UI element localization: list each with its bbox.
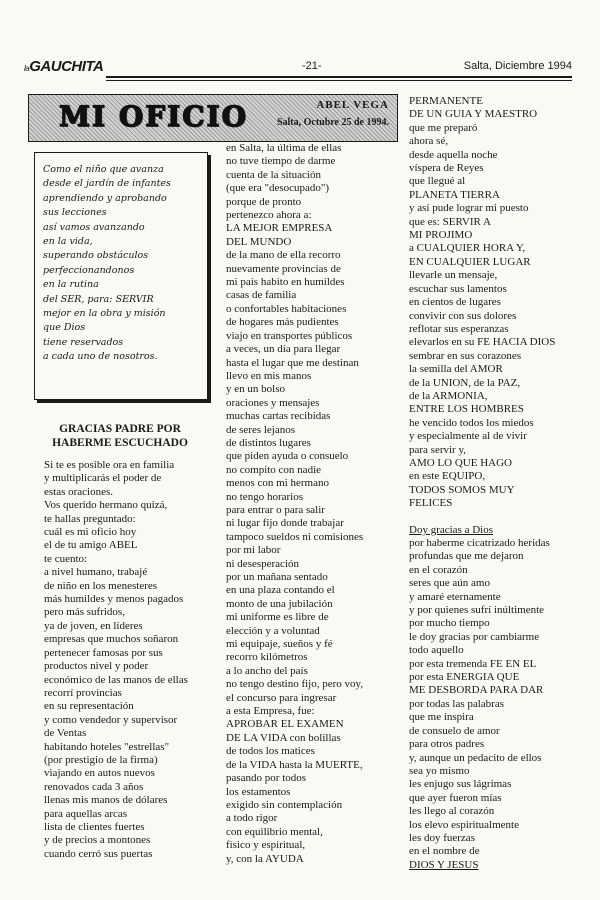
text-line: recorro kilómetros (226, 651, 308, 664)
issue-date: Salta, Diciembre 1994 (463, 60, 572, 72)
text-line: de Ventas (44, 727, 87, 740)
text-line: de todos los matices (226, 745, 315, 758)
text-line: pero más sufridos, (44, 606, 125, 619)
poem-line: a cada uno de nosotros. (43, 351, 158, 363)
text-line: el concurso para ingresar (226, 691, 337, 704)
text-line: por esta tremenda FE EN EL (409, 657, 537, 670)
text-line: de la VIDA hasta la MUERTE, (226, 758, 363, 771)
text-line: les doy fuerzas (409, 831, 475, 844)
logo-prefix: la (24, 64, 30, 73)
text-line: ni desesperación (226, 557, 299, 570)
text-column-2 (226, 142, 363, 866)
text-column-3 (409, 95, 555, 872)
text-line: sembrar en sus corazones (409, 349, 522, 362)
text-line: víspera de Reyes (409, 162, 484, 175)
text-line: mi equipaje, sueños y fé (226, 638, 333, 651)
masthead-rule-thin (106, 80, 572, 81)
text-line: en Salta, la última de ellas (226, 142, 342, 154)
poem-line: desde el jardín de infantes (43, 178, 171, 190)
text-column-3-part-b (409, 537, 555, 859)
text-line: tampoco sueldos ni comisiones (226, 530, 364, 543)
masthead (24, 58, 572, 86)
section-heading (32, 422, 208, 450)
text-line: para servir y, (409, 443, 467, 456)
text-line: mi uniforme es libre de (226, 611, 329, 624)
text-line: para otros padres (409, 738, 485, 751)
text-line: recorrí provincias (44, 686, 122, 699)
text-line: ENTRE LOS HOMBRES (409, 403, 524, 416)
article-title: MI OFICIO (59, 100, 248, 133)
text-line: productos nivel y poder (44, 660, 149, 673)
text-line: a esta Empresa, fue: (226, 705, 315, 718)
text-line: porque de pronto (226, 195, 302, 208)
text-line: cuenta de la situación (226, 168, 321, 181)
text-line: por un mañana sentado (226, 571, 328, 583)
text-line: Si te es posible ora en familia (44, 459, 175, 471)
poem-line: del SER, para: SERVIR (43, 293, 154, 305)
text-line: te hallas preguntado: (44, 512, 136, 525)
poem-lines (43, 163, 171, 365)
text-line: por esta ENERGIA QUE (409, 671, 520, 684)
text-line: para entrar o para salir (226, 503, 325, 516)
text-line: llenas mis manos de dólares (44, 794, 168, 807)
text-line: que me preparó (409, 121, 478, 134)
text-line: de la UNION, de la PAZ, (409, 376, 521, 389)
text-line: mi país habito en humildes (226, 276, 345, 289)
text-line: llevo en mis manos (226, 369, 312, 382)
text-line: estas oraciones. (44, 485, 114, 498)
text-line: cuando cerró sus puertas (44, 847, 153, 860)
text-line: de distintos lugares (226, 436, 311, 449)
text-line: que piden ayuda o consuelo (226, 450, 349, 463)
text-line: físico y espiritual, (226, 839, 306, 852)
text-line: no tengo destino fijo, pero voy, (226, 678, 364, 691)
section-heading-line: GRACIAS PADRE POR (59, 423, 181, 435)
text-line: no tuve tiempo de darme (226, 155, 336, 168)
text-line: y, con la AYUDA (226, 852, 304, 865)
text-line: AMO LO QUE HAGO (409, 456, 512, 469)
text-line: y en un bolso (226, 383, 285, 396)
text-line: la semilla del AMOR (409, 363, 503, 376)
text-line: y, aunque un pedacito de ellos (409, 751, 542, 764)
poem-line: en la vida, (43, 236, 93, 248)
text-line: en el corazón (409, 563, 468, 576)
text-line: TODOS SOMOS MUY (409, 483, 515, 496)
text-line: convivir con sus dolores (409, 309, 517, 322)
text-line: viajando en autos nuevos (44, 767, 155, 780)
poem-line: tiene reservados (43, 336, 124, 348)
text-line: y especialmente al de vivir (409, 430, 527, 443)
poem-line: en la rutina (43, 279, 99, 291)
text-line: MI PROJIMO (409, 229, 473, 242)
poem-line: aprendiendo y aprobando (43, 192, 167, 204)
text-line: que llegué al (409, 175, 466, 188)
article-title-banner (28, 94, 398, 142)
text-line: que es: SERVIR A (409, 215, 491, 228)
text-line: sea yo mismo (409, 764, 470, 777)
text-line: o confortables habitaciones (226, 302, 347, 315)
text-line: económico de las manos de ellas (44, 673, 188, 686)
text-line: con equilibrio mental, (226, 825, 323, 838)
text-line: de consuelo de amor (409, 724, 500, 737)
text-line: y de precios a montones (44, 834, 151, 847)
text-line: EN CUALQUIER LUGAR (409, 255, 531, 268)
text-line: de seres lejanos (226, 423, 296, 436)
text-line: escuchar sus lamentos (409, 282, 507, 295)
text-line: DE UN GUIA Y MAESTRO (409, 108, 538, 121)
text-line: todo aquello (409, 644, 464, 657)
text-line: cuál es mi oficio hoy (44, 526, 137, 539)
poem-line: que Dios (43, 322, 86, 334)
text-line: y así pude lograr mi puesto (409, 202, 529, 215)
text-line: en su representación (44, 700, 134, 713)
text-line: ME DESBORDA PARA DAR (409, 684, 544, 697)
text-line: más humildes y menos pagados (44, 593, 184, 606)
magazine-logo (24, 58, 103, 75)
text-line: profundas que me dejaron (409, 550, 524, 563)
text-line: que me inspira (409, 711, 474, 724)
text-line: a nivel humano, trabajé (44, 566, 148, 579)
text-line: por todas las palabras (409, 697, 504, 710)
text-line: Vos querido hermano quizá, (44, 499, 168, 512)
text-line: desde aquella noche (409, 148, 498, 161)
text-line: nuevamente provincias de (226, 262, 341, 275)
text-line: de hogares más pudientes (226, 316, 339, 329)
text-line: para aquellas arcas (44, 807, 128, 820)
text-line: exigido sin contemplación (226, 798, 343, 811)
text-line: no compito con nadie (226, 463, 322, 476)
text-line: de la ARMONIA, (409, 389, 488, 402)
masthead-rule (106, 76, 572, 78)
text-line: oraciones y mensajes (226, 396, 320, 409)
text-line: pertenecer famosas por sus (44, 646, 163, 659)
text-line: a lo ancho del país (226, 664, 308, 677)
text-line: (que era "desocupado") (226, 182, 330, 195)
text-line: monto de una jubilación (226, 597, 333, 610)
text-line: ya de joven, en líderes (44, 619, 143, 632)
text-line: le doy gracias por cambiarme (409, 630, 540, 643)
text-line: y como vendedor y supervisor (44, 713, 178, 726)
text-line: y amaré eternamente (409, 590, 501, 603)
poem-line: perfeccionandonos (43, 264, 135, 276)
text-line: reflotar sus esperanzas (409, 322, 509, 335)
text-line: de niño en los menesteres (44, 579, 158, 592)
column-gap (409, 511, 555, 524)
text-line: FELICES (409, 497, 453, 510)
text-line: les llego al corazón (409, 805, 495, 818)
section-heading-line: HABERME ESCUCHADO (52, 437, 188, 449)
text-line: elección y a voluntad (226, 624, 320, 637)
text-line: y multiplicarás el poder de (44, 472, 162, 485)
text-line: a todo rigor (226, 812, 278, 825)
text-line: hasta el lugar que me destinan (226, 356, 359, 369)
text-line: en este EQUIPO, (409, 470, 486, 483)
text-line: elevarlos en su FE HACIA DIOS (409, 336, 556, 349)
poem-line: superando obstáculos (43, 250, 149, 262)
text-line: menos con mi hermano (226, 477, 329, 490)
article-author: ABEL VEGA (316, 99, 389, 111)
poem-line: mejor en la obra y misión (43, 308, 166, 320)
text-line: APROBAR EL EXAMEN (226, 718, 344, 731)
text-line: llevarle un mensaje, (409, 269, 498, 282)
closing-line: DIOS Y JESUS (409, 858, 479, 871)
gratitude-heading: Doy gracias a Dios (409, 523, 494, 536)
logo-name: GAUCHITA (29, 58, 104, 75)
text-line: por haberme cicatrizado heridas (409, 537, 550, 549)
text-line: casas de familia (226, 289, 297, 302)
poem-line: así vamos avanzando (43, 221, 145, 233)
text-line: muchas cartas recibidas (226, 410, 331, 423)
text-line: no tengo horarios (226, 490, 303, 503)
text-line: los estamentos (226, 785, 291, 798)
text-line: pasando por todos (226, 772, 307, 785)
text-line: que ayer fueron mías (409, 791, 502, 804)
text-line: el de tu amigo ABEL (44, 539, 138, 552)
text-line: LA MEJOR EMPRESA (226, 222, 333, 235)
text-line: los elevo espiritualmente (409, 818, 519, 831)
text-line: PLANETA TIERRA (409, 188, 500, 201)
text-line: seres que aún amo (409, 577, 490, 590)
poem-box (34, 152, 208, 400)
text-line: en cientos de lugares (409, 296, 501, 309)
text-line: DEL MUNDO (226, 235, 292, 248)
text-line: lista de clientes fuertes (44, 820, 145, 833)
text-column-3-part-a (409, 95, 555, 511)
poem-line: sus lecciones (43, 207, 107, 219)
text-line: les enjugo sus lágrimas (409, 778, 512, 791)
text-line: de la mano de ella recorro (226, 249, 341, 262)
text-line: y por quienes sufrí inúltimente (409, 604, 545, 617)
text-line: renovados cada 3 años (44, 780, 144, 793)
text-line: pertenezco ahora a: (226, 209, 312, 222)
text-line: habitando hoteles "estrellas" (44, 740, 170, 753)
text-line: te cuento: (44, 552, 88, 565)
text-line: he vencido todos los miedos (409, 416, 534, 429)
text-line: ni lugar fijo donde trabajar (226, 517, 344, 530)
text-line: PERMANENTE (409, 95, 483, 107)
page-number: -21- (302, 60, 322, 72)
article-place-date: Salta, Octubre 25 de 1994. (276, 117, 389, 128)
text-line: a CUALQUIER HORA Y, (409, 242, 526, 255)
text-line: viajo en transportes públicos (226, 329, 353, 342)
poem-line: Como el niño que avanza (43, 164, 164, 175)
text-line: en el nombre de (409, 845, 480, 858)
text-line: empresas que muchos soñaron (44, 633, 179, 646)
text-line: en una plaza contando el (226, 584, 335, 597)
text-line: (por prestigio de la firma) (44, 753, 158, 766)
text-line: por mi labor (226, 544, 281, 557)
text-line: ahora sé, (409, 135, 449, 148)
text-line: DE LA VIDA con bolillas (226, 731, 341, 744)
text-column-1 (44, 459, 188, 861)
text-line: a veces, un día para llegar (226, 343, 341, 356)
text-line: por mucho tiempo (409, 617, 490, 630)
